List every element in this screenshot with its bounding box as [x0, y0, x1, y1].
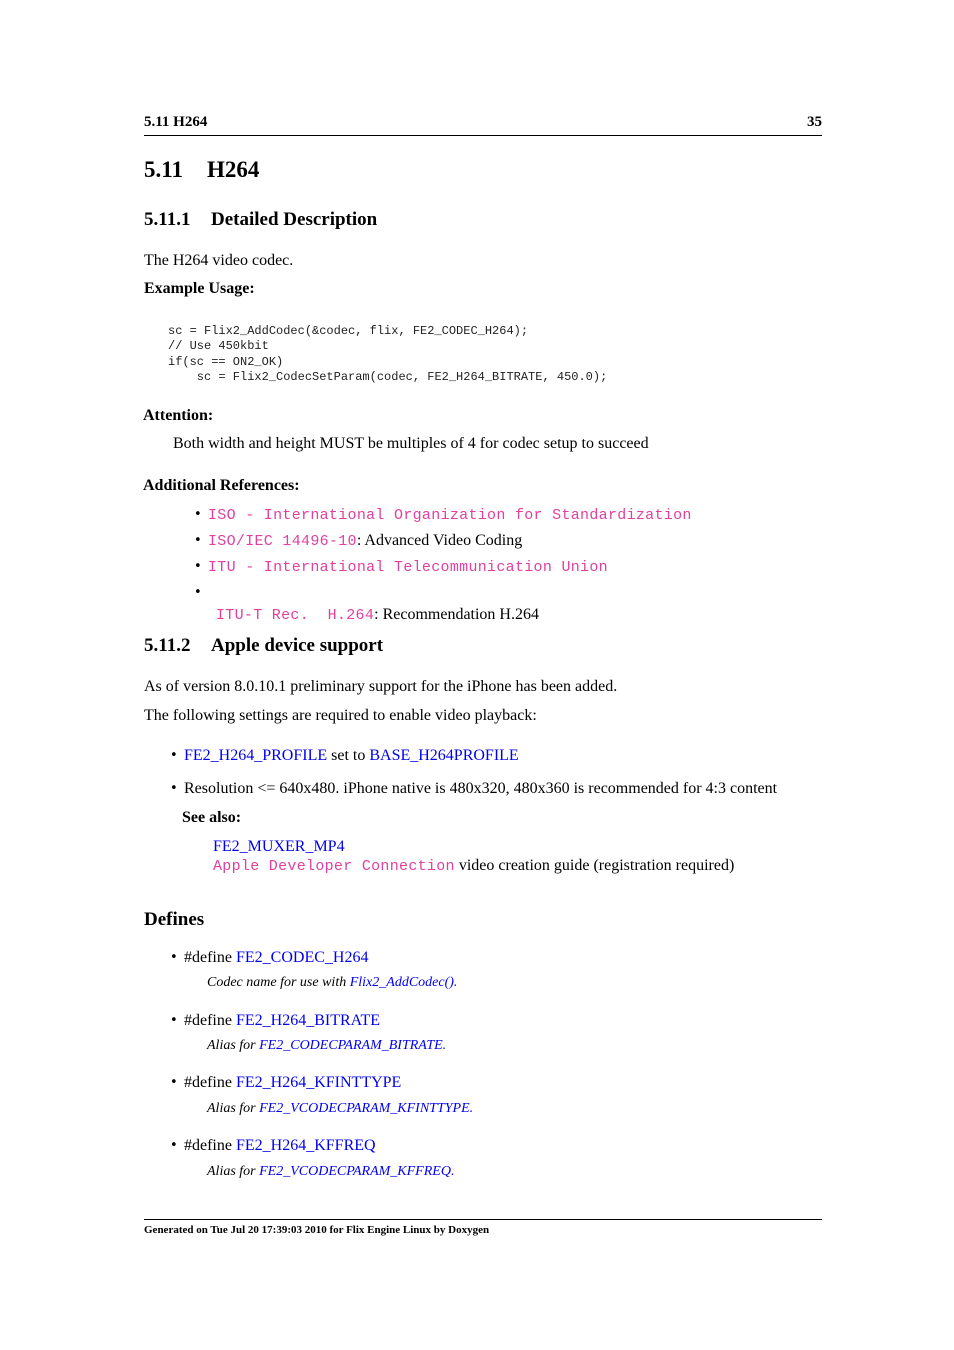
subsection-number: 5.11.1 — [144, 209, 191, 230]
define-prefix: #define — [184, 1012, 236, 1029]
intro-text: The H264 video codec. — [144, 252, 294, 269]
reference-item — [208, 530, 522, 553]
define-item — [184, 1135, 376, 1157]
reference-link[interactable]: ISO - International Organization for Standardization — [208, 507, 692, 524]
additional-references-label: Additional References: — [143, 477, 300, 494]
see-also-text: video creation guide (registration required) — [454, 857, 735, 874]
define-description-suffix: . — [450, 1164, 455, 1179]
see-also-label: See also: — [182, 809, 242, 826]
define-description — [207, 1101, 473, 1117]
detailed-description-heading — [144, 209, 377, 231]
define-prefix: #define — [184, 949, 236, 966]
define-item — [184, 1010, 380, 1032]
reference-text: : Advanced Video Coding — [356, 532, 523, 549]
footer-text: Generated on Tue Jul 20 17:39:03 2010 for Flix Engine Linux by Doxygen — [144, 1224, 490, 1236]
page-number: 35 — [807, 114, 822, 130]
reference-item — [208, 582, 539, 627]
subsection-number: 5.11.2 — [144, 635, 191, 656]
running-header — [144, 114, 822, 131]
define-description-suffix: . — [469, 1101, 474, 1116]
apple-support-heading — [144, 635, 383, 657]
apple-setting-resolution: • Resolution <= 640x480. iPhone native is 480x320, 480x360 is recommended for 4:3 content — [184, 778, 777, 800]
apple-para-2: The following settings are required to enable video playback: — [144, 707, 537, 724]
define-description-text: Alias for — [207, 1101, 260, 1116]
define-name-link[interactable]: FE2_CODEC_H264 — [235, 949, 369, 966]
reference-link[interactable]: ITU-T Rec. H.264 — [216, 607, 375, 624]
define-description-link[interactable]: FE2_VCODECPARAM_KFFREQ — [259, 1164, 451, 1179]
fe2-h264-profile-link[interactable]: FE2_H264_PROFILE — [184, 747, 328, 764]
reference-link[interactable]: ITU - International Telecommunication Union — [208, 559, 608, 576]
define-name-link[interactable]: FE2_H264_BITRATE — [235, 1012, 380, 1029]
define-name-link[interactable]: FE2_H264_KFINTTYPE — [235, 1074, 402, 1091]
section-title-text: H264 — [207, 157, 260, 182]
setting-connector-text: set to — [327, 747, 370, 764]
footer-rule — [144, 1219, 822, 1220]
define-item — [184, 1072, 401, 1094]
define-description — [207, 1038, 446, 1054]
define-description-text: Alias for — [207, 1038, 260, 1053]
define-item — [184, 947, 368, 969]
subsection-title: Detailed Description — [211, 209, 378, 230]
define-description-text: Alias for — [207, 1164, 260, 1179]
define-prefix: #define — [184, 1137, 236, 1154]
define-prefix: #define — [184, 1074, 236, 1091]
attention-text: Both width and height MUST be multiples of 4 for codec setup to succeed — [173, 435, 649, 452]
define-description-text: Codec name for use with — [207, 975, 350, 990]
define-description-suffix: . — [453, 975, 458, 990]
define-description-link[interactable]: FE2_CODECPARAM_BITRATE — [259, 1038, 443, 1053]
define-description-link[interactable]: Flix2_AddCodec() — [349, 975, 454, 990]
reference-text: : Recommendation H.264 — [374, 606, 539, 623]
reference-item — [208, 504, 692, 527]
fe2-muxer-mp4-link[interactable]: FE2_MUXER_MP4 — [213, 838, 345, 855]
see-also-item — [213, 857, 734, 875]
attention-label: Attention: — [143, 407, 214, 424]
define-description — [207, 1164, 454, 1180]
section-title — [144, 157, 259, 183]
define-description-link[interactable]: FE2_VCODECPARAM_KFINTTYPE — [259, 1101, 470, 1116]
apple-para-1: As of version 8.0.10.1 preliminary support for the iPhone has been added. — [144, 678, 618, 695]
see-also-item — [213, 838, 345, 856]
base-h264profile-link[interactable]: BASE_H264PROFILE — [369, 747, 519, 764]
code-example: sc = Flix2_AddCodec(&codec, flix, FE2_CODEC_H264); // Use 450kbit if(sc == ON2_OK) sc = Flix2_CodecSetParam(codec, FE2_H264_BITRATE, 450.0); — [168, 324, 608, 384]
running-header-section: 5.11 H264 — [144, 114, 208, 130]
defines-heading: Defines — [144, 909, 205, 930]
reference-item — [208, 556, 608, 579]
define-description — [207, 975, 457, 991]
example-usage-label: Example Usage: — [144, 280, 255, 297]
apple-developer-connection-link[interactable]: Apple Developer Connection — [213, 858, 455, 875]
header-rule — [144, 135, 822, 136]
subsection-title: Apple device support — [211, 635, 384, 656]
define-description-suffix: . — [442, 1038, 447, 1053]
define-name-link[interactable]: FE2_H264_KFFREQ — [235, 1137, 376, 1154]
reference-link[interactable]: ISO/IEC 14496-10 — [208, 533, 357, 550]
section-number: 5.11 — [144, 157, 183, 182]
apple-setting-profile — [184, 745, 519, 767]
